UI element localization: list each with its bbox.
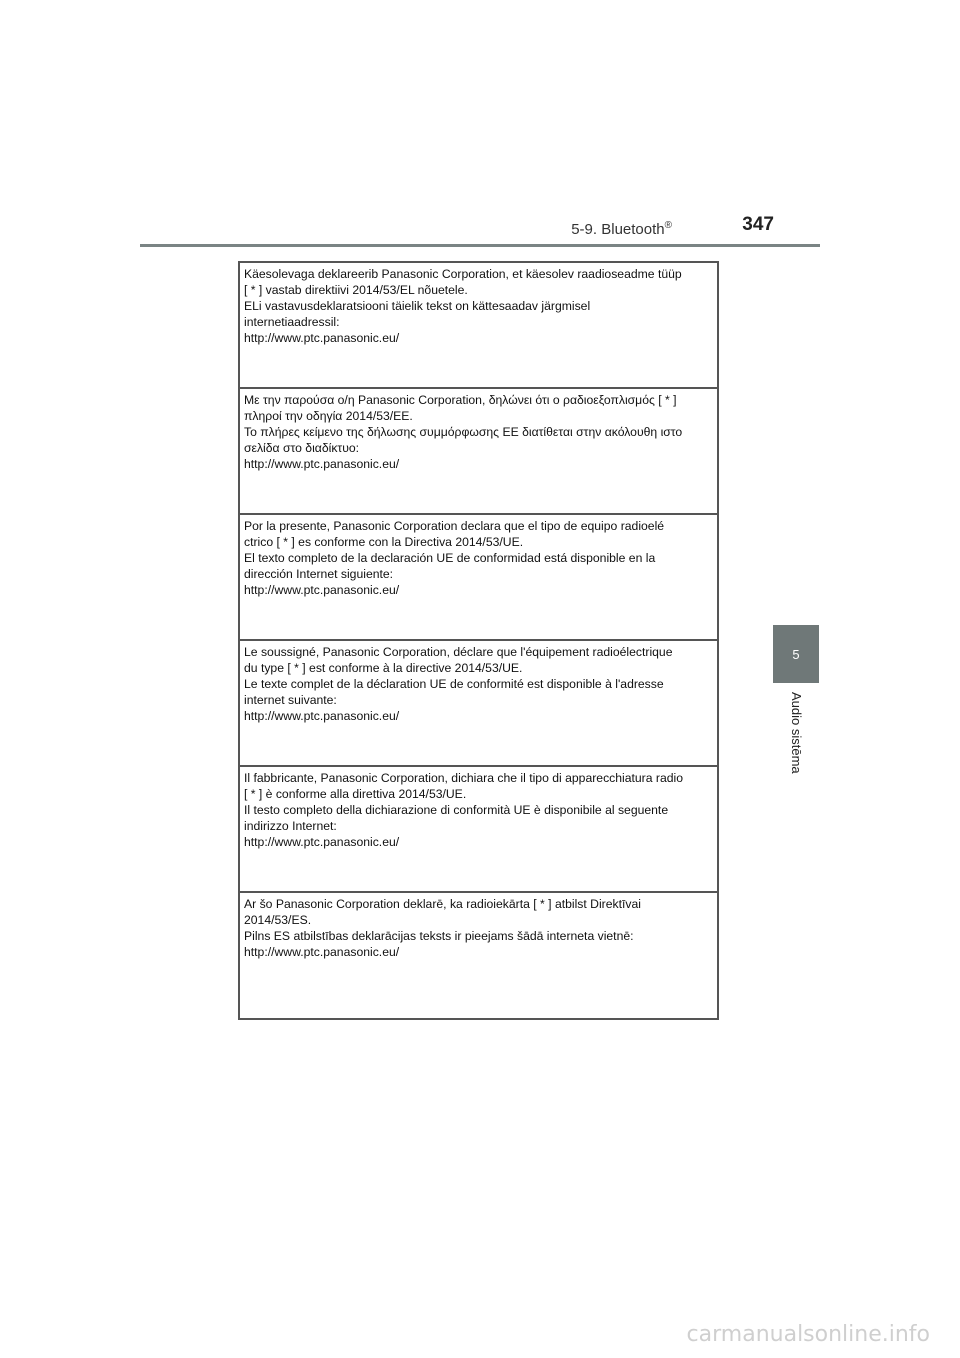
- declaration-line: http://www.ptc.panasonic.eu/: [244, 709, 400, 723]
- declaration-line: Το πλήρες κείμενο της δήλωσης συμμόρφωσης ΕΕ διατίθεται στην ακόλουθη ιστο: [244, 425, 683, 439]
- declaration-line: El texto completo de la declaración UE de conformidad está disponible en la: [244, 551, 656, 565]
- declaration-line: Pilns ES atbilstības deklarācijas teksts ir pieejams šādā interneta vietnē:: [244, 929, 634, 943]
- section-title: 5-9. Bluetooth®: [571, 220, 672, 238]
- chapter-tab: 5: [773, 625, 819, 683]
- declaration-cell-lv: [240, 893, 717, 1018]
- declaration-cell-fr: [240, 641, 717, 767]
- declaration-line: Il testo completo della dichiarazione di conformità UE è disponibile al seguente: [244, 803, 669, 817]
- declaration-line: http://www.ptc.panasonic.eu/: [244, 835, 400, 849]
- declaration-line: σελίδα στο διαδίκτυο:: [244, 441, 360, 455]
- declaration-line: http://www.ptc.panasonic.eu/: [244, 945, 400, 959]
- declaration-cell-et: [240, 263, 717, 389]
- declaration-cell-es: [240, 515, 717, 641]
- declaration-line: internet suivante:: [244, 693, 337, 707]
- declaration-line: [ * ] vastab direktiivi 2014/53/EL nõuetele.: [244, 283, 468, 297]
- declaration-line: Ar šo Panasonic Corporation deklarē, ka radioiekārta [ * ] atbilst Direktīvai: [244, 897, 641, 911]
- declaration-line: [ * ] è conforme alla direttiva 2014/53/UE.: [244, 787, 467, 801]
- page-number: 347: [742, 214, 774, 235]
- declaration-line: ELi vastavusdeklaratsiooni täielik tekst on kättesaadav järgmisel: [244, 299, 591, 313]
- declaration-table: [238, 261, 719, 1020]
- declaration-line: http://www.ptc.panasonic.eu/: [244, 457, 400, 471]
- declaration-cell-it: [240, 767, 717, 893]
- declaration-line: Käesolevaga deklareerib Panasonic Corporation, et käesolev raadioseadme tüüp: [244, 267, 682, 281]
- declaration-line: Με την παρούσα ο/η Panasonic Corporation, δηλώνει ότι ο ραδιοεξοπλισμός [ * ]: [244, 393, 677, 407]
- watermark: carmanualsonline.info: [686, 1322, 930, 1347]
- chapter-label: Audio sistēma: [789, 692, 804, 774]
- declaration-line: ctrico [ * ] es conforme con la Directiva 2014/53/UE.: [244, 535, 524, 549]
- declaration-line: Le texte complet de la déclaration UE de conformité est disponible à l'adresse: [244, 677, 664, 691]
- page-header: [140, 214, 820, 244]
- declaration-line: du type [ * ] est conforme à la directive 2014/53/UE.: [244, 661, 523, 675]
- declaration-line: http://www.ptc.panasonic.eu/: [244, 331, 400, 345]
- header-rule: [140, 244, 820, 247]
- declaration-line: Le soussigné, Panasonic Corporation, déclare que l'équipement radioélectrique: [244, 645, 673, 659]
- declaration-line: 2014/53/ES.: [244, 913, 312, 927]
- declaration-line: internetiaadressil:: [244, 315, 340, 329]
- declaration-line: dirección Internet siguiente:: [244, 567, 394, 581]
- declaration-line: http://www.ptc.panasonic.eu/: [244, 583, 400, 597]
- declaration-line: indirizzo Internet:: [244, 819, 337, 833]
- registered-mark: ®: [664, 220, 672, 231]
- declaration-cell-el: [240, 389, 717, 515]
- declaration-line: Il fabbricante, Panasonic Corporation, dichiara che il tipo di apparecchiatura radio: [244, 771, 684, 785]
- declaration-line: πληροί την οδηγία 2014/53/ΕΕ.: [244, 409, 413, 423]
- declaration-line: Por la presente, Panasonic Corporation declara que el tipo de equipo radioelé: [244, 519, 665, 533]
